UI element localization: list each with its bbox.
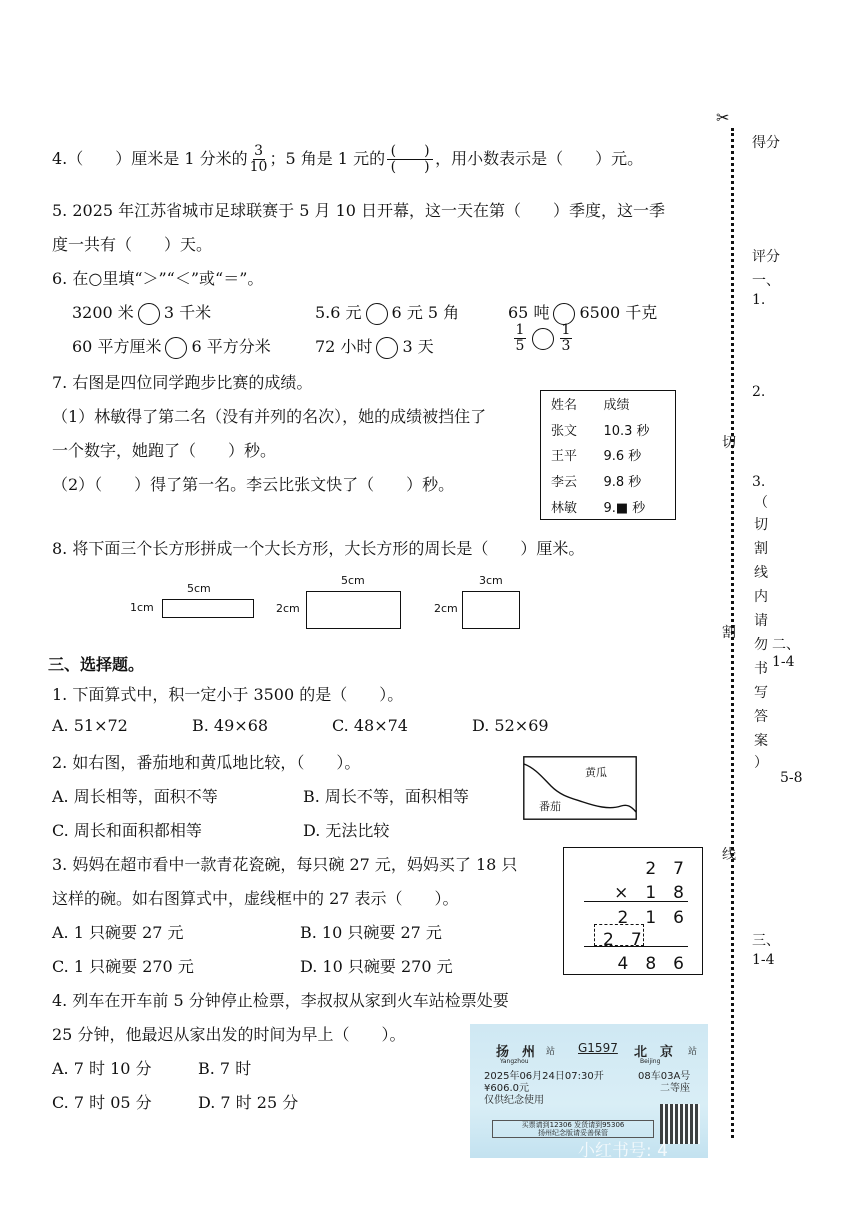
s3-q2-opt-b: B. 周长不等，面积相等 <box>303 787 469 806</box>
section-2-range-2: 5-8 <box>780 770 803 786</box>
section-2-range-1: 1-4 <box>772 654 795 670</box>
compare-circle <box>366 303 388 325</box>
s3-q2-opt-a: A. 周长相等，面积不等 <box>52 787 218 806</box>
q4-text-post: ，用小数表示是（ ）元。 <box>435 149 644 168</box>
table-row: 张文 10.3 秒 <box>551 423 650 439</box>
train-ticket: 扬 州 站 Yangzhou G1597 北 京 站 Beijing 2025年06月24日07:30开 08车03A号 ¥606.0元 二等座 仅供纪念使用 买票请到12306 发货请到95306 扬州纪念版请妥善保管 小红书号: 4 <box>470 1024 708 1158</box>
rect1-height-label: 1cm <box>130 601 154 614</box>
race-results-table <box>540 390 676 520</box>
section-3-title: 三、选择题。 <box>48 655 145 674</box>
q7-part1-b: 一个数字，她跑了（ ）秒。 <box>52 441 277 460</box>
q7-part1-a: （1）林敏得了第二名（没有并列的名次），她的成绩被挡住了 <box>52 407 487 426</box>
section-3-label: 三、 <box>752 933 780 949</box>
compare-circle <box>532 328 554 350</box>
watermark: 小红书号: 4 <box>578 1141 668 1158</box>
section-2-label: 二、 <box>772 637 800 653</box>
section-1-label: 一、 <box>752 273 780 289</box>
section-1-item-2: 2. <box>752 384 766 400</box>
q6-compare-2: 5.6 元 6 元 5 角 <box>315 300 459 325</box>
q5-line2: 度一共有（ ）天。 <box>52 235 213 254</box>
multiplication-box: 2 7 × 1 8 2 1 6 2 7 4 8 6 <box>563 847 703 975</box>
compare-circle <box>165 337 187 359</box>
field-figure <box>523 756 637 820</box>
compare-circle <box>138 303 160 325</box>
s3-q2: 2. 如右图，番茄地和黄瓜地比较，（ ）。 <box>52 753 361 772</box>
q4-text-pre: 4.（ ）厘米是 1 分米的 <box>52 149 248 168</box>
q6-compare-5: 72 小时 3 天 <box>315 334 434 359</box>
grade-label: 评分 <box>752 249 780 265</box>
rect2-width-label: 5cm <box>341 574 365 587</box>
score-label: 得分 <box>752 135 780 151</box>
q8-title: 8. 将下面三个长方形拼成一个大长方形，大长方形的周长是（ ）厘米。 <box>52 539 585 558</box>
table-row: 王平 9.6 秒 <box>551 449 642 465</box>
s3-q4-opt-a: A. 7 时 10 分 <box>52 1059 152 1078</box>
s3-q3-opt-b: B. 10 只碗要 27 元 <box>300 923 442 942</box>
question-4 <box>52 144 643 175</box>
s3-q1-opt-d: D. 52×69 <box>472 716 549 735</box>
rect3-width-label: 3cm <box>479 574 503 587</box>
s3-q1-opt-c: C. 48×74 <box>332 716 408 735</box>
table-header-row: 姓名 成绩 <box>551 398 630 414</box>
q7-part2: （2）（ ）得了第一名。李云比张文快了（ ）秒。 <box>52 475 455 494</box>
table-row: 李云 9.8 秒 <box>551 475 642 491</box>
compare-circle <box>376 337 398 359</box>
ticket-footer: 买票请到12306 发货请到95306 扬州纪念版请妥善保管 <box>492 1120 654 1138</box>
s3-q3-b: 这样的碗。如右图算式中，虚线框中的 27 表示（ ）。 <box>52 889 459 908</box>
q6-compare-fractions: $\frac{1}{5}$ $\frac{1}{3}$ <box>515 322 571 354</box>
s3-q3-opt-a: A. 1 只碗要 27 元 <box>52 923 184 942</box>
rect1-width-label: 5cm <box>187 582 211 595</box>
blank-fraction: $\frac{( )}{( )}$ <box>387 144 433 175</box>
s3-q1: 1. 下面算式中，积一定小于 3500 的是（ ）。 <box>52 685 404 704</box>
table-row: 林敏 9.■ 秒 <box>551 500 646 516</box>
q6-compare-4: 60 平方厘米 6 平方分米 <box>72 334 271 359</box>
s3-q3-a: 3. 妈妈在超市看中一款青花瓷碗，每只碗 27 元，妈妈买了 18 只 <box>52 855 518 874</box>
q4-text-mid: ；5 角是 1 元的 <box>269 149 386 168</box>
rectangle-3 <box>462 591 520 629</box>
q5-line1: 5. 2025 年江苏省城市足球联赛于 5 月 10 日开幕，这一天在第（ ）季度，这一季 <box>52 201 666 220</box>
s3-q4-a: 4. 列车在开车前 5 分钟停止检票，李叔叔从家到火车站检票处要 <box>52 991 509 1010</box>
q6-compare-3: 65 吨 6500 千克 <box>508 300 657 325</box>
q6-compare-1: 3200 米 3 千米 <box>72 300 211 325</box>
section-1-item-1: 1. <box>752 292 766 308</box>
s3-q3-opt-d: D. 10 只碗要 270 元 <box>300 957 453 976</box>
rectangle-1 <box>162 599 254 618</box>
s3-q4-opt-b: B. 7 时 <box>198 1059 252 1078</box>
scissors-icon: ✂ <box>716 108 730 127</box>
tomato-label: 番茄 <box>539 800 561 813</box>
s3-q4-b: 25 分钟，他最迟从家出发的时间为早上（ ）。 <box>52 1025 406 1044</box>
rectangle-2 <box>306 591 401 629</box>
q6-title: 6. 在○里填“＞”“＜”或“＝”。 <box>52 269 264 288</box>
s3-q2-opt-c: C. 周长和面积都相等 <box>52 821 202 840</box>
section-1-item-3: 3. <box>752 474 766 490</box>
s3-q1-opt-b: B. 49×68 <box>192 716 269 735</box>
section-3-range: 1-4 <box>752 952 775 968</box>
s3-q2-opt-d: D. 无法比较 <box>303 821 390 840</box>
rect2-height-label: 2cm <box>276 602 300 615</box>
q7-title: 7. 右图是四位同学跑步比赛的成绩。 <box>52 373 313 392</box>
s3-q4-opt-c: C. 7 时 05 分 <box>52 1093 152 1112</box>
s3-q3-opt-c: C. 1 只碗要 270 元 <box>52 957 194 976</box>
rect3-height-label: 2cm <box>434 602 458 615</box>
cucumber-label: 黄瓜 <box>585 766 607 779</box>
s3-q1-opt-a: A. 51×72 <box>52 716 128 735</box>
train-number: G1597 <box>578 1041 618 1055</box>
fraction-3-10: $\frac{3}{10}$ <box>249 143 268 175</box>
s3-q4-opt-d: D. 7 时 25 分 <box>198 1093 299 1112</box>
